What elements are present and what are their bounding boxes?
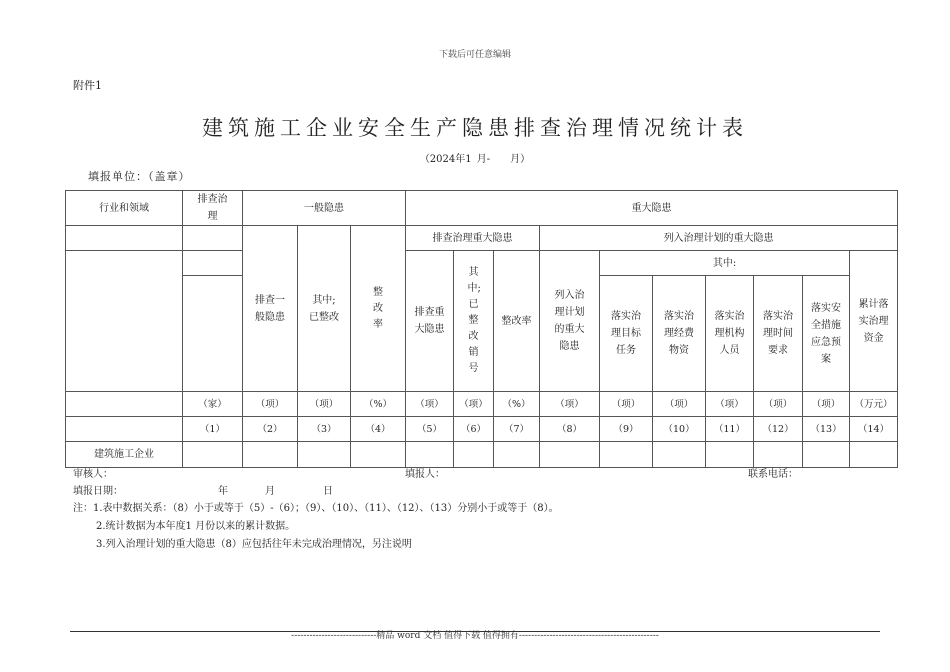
blank-cell (183, 251, 243, 276)
data-cell[interactable] (454, 442, 494, 468)
bottom-banner: ----------------------------精品 word 文档 值得下载 值得拥有---------------------------------------------- (291, 631, 659, 641)
col-total-funds: 累计落实治理资金 (850, 251, 898, 392)
data-cell[interactable] (406, 442, 454, 468)
note-2: 2.统计数据为本年度1 月份以来的累计数据。 (96, 521, 296, 532)
unit-cell: （项） (706, 392, 754, 417)
blank-cell (66, 417, 183, 442)
data-cell[interactable] (653, 442, 706, 468)
unit-cell: （项） (406, 392, 454, 417)
column-number: （13） (803, 417, 850, 442)
column-number: （7） (494, 417, 540, 442)
blank-cell (183, 226, 243, 251)
statistics-table (65, 190, 898, 468)
unit-cell: （项） (243, 392, 298, 417)
column-number: （3） (298, 417, 351, 442)
phone-label: 联系电话： (748, 469, 798, 480)
header-check-governance: 排查治理 (183, 191, 243, 226)
col-general-found: 排查一般隐患 (243, 226, 298, 392)
header-major-check: 排查治理重大隐患 (406, 226, 540, 251)
unit-cell: （万元） (850, 392, 898, 417)
document-title: 建筑施工企业安全生产隐患排查治理情况统计表 (202, 116, 748, 140)
note-3: 3.列入治理计划的重大隐患（8）应包括往年未完成治理情况，另注说明 (96, 539, 412, 550)
reporting-period: （2024年1 月- 月） (419, 154, 531, 165)
header-listed-major: 列入治理计划的重大隐患 (540, 226, 898, 251)
reporting-unit-label: 填报单位：（盖章） (88, 170, 191, 183)
col-org: 落实治理机构人员 (706, 276, 754, 392)
column-number: （8） (540, 417, 600, 442)
data-cell[interactable] (298, 442, 351, 468)
blank-cell (66, 251, 183, 392)
header-note: 下载后可任意编辑 (438, 50, 511, 60)
data-cell[interactable] (540, 442, 600, 468)
data-cell[interactable] (803, 442, 850, 468)
data-cell[interactable] (243, 442, 298, 468)
date-year: 年 (218, 486, 228, 497)
header-general-hazards: 一般隐患 (243, 191, 406, 226)
unit-cell: （项） (540, 392, 600, 417)
header-industry: 行业和领域 (66, 191, 183, 226)
column-number: （1） (183, 417, 243, 442)
units-row (66, 392, 898, 417)
column-number-row (66, 417, 898, 442)
row-label-construction: 建筑施工企业 (66, 442, 183, 468)
attachment-label: 附件1 (73, 79, 102, 92)
data-cell[interactable] (754, 442, 803, 468)
unit-cell: （项） (298, 392, 351, 417)
column-number: （5） (406, 417, 454, 442)
column-number: （14） (850, 417, 898, 442)
reviewer-label: 审核人： (73, 469, 113, 480)
date-label: 填报日期： (73, 486, 123, 497)
column-number: （10） (653, 417, 706, 442)
unit-cell: （项） (754, 392, 803, 417)
col-safety-measures: 落实安全措施应急预案 (803, 276, 850, 392)
table-row (66, 442, 898, 468)
col-funds: 落实治理经费物资 (653, 276, 706, 392)
col-target: 落实治理目标任务 (600, 276, 653, 392)
date-month: 月 (265, 486, 275, 497)
unit-cell: （项） (454, 392, 494, 417)
column-number: （11） (706, 417, 754, 442)
date-day: 日 (323, 486, 333, 497)
column-number: （6） (454, 417, 494, 442)
unit-cell: （项） (600, 392, 653, 417)
col-major-fixed: 其中;已整改销号 (454, 251, 494, 392)
data-cell[interactable] (850, 442, 898, 468)
col-major-found: 排查重大隐患 (406, 251, 454, 392)
blank-cell (183, 276, 243, 392)
unit-cell: （%） (494, 392, 540, 417)
unit-cell: （项） (803, 392, 850, 417)
column-number: （9） (600, 417, 653, 442)
header-of-which: 其中: (600, 251, 850, 276)
data-cell[interactable] (600, 442, 653, 468)
data-cell[interactable] (351, 442, 406, 468)
column-number: （12） (754, 417, 803, 442)
data-cell[interactable] (183, 442, 243, 468)
blank-cell (66, 226, 183, 251)
unit-cell: （家） (183, 392, 243, 417)
unit-cell: （项） (653, 392, 706, 417)
blank-cell (66, 392, 183, 417)
col-listed-major: 列入治理计划的重大隐患 (540, 251, 600, 392)
col-major-rate: 整改率 (494, 251, 540, 392)
header-major-hazards: 重大隐患 (406, 191, 898, 226)
filler-label: 填报人： (405, 469, 445, 480)
column-number: （4） (351, 417, 406, 442)
column-number: （2） (243, 417, 298, 442)
col-general-rate: 整改率 (351, 226, 406, 392)
col-time: 落实治理时间要求 (754, 276, 803, 392)
data-cell[interactable] (494, 442, 540, 468)
col-general-fixed: 其中;已整改 (298, 226, 351, 392)
data-cell[interactable] (706, 442, 754, 468)
note-1: 注：1.表中数据关系：（8）小于或等于（5）-（6）；（9）、（10）、（11）、（12）、（13）分别小于或等于（8）。 (73, 503, 559, 514)
unit-cell: （%） (351, 392, 406, 417)
